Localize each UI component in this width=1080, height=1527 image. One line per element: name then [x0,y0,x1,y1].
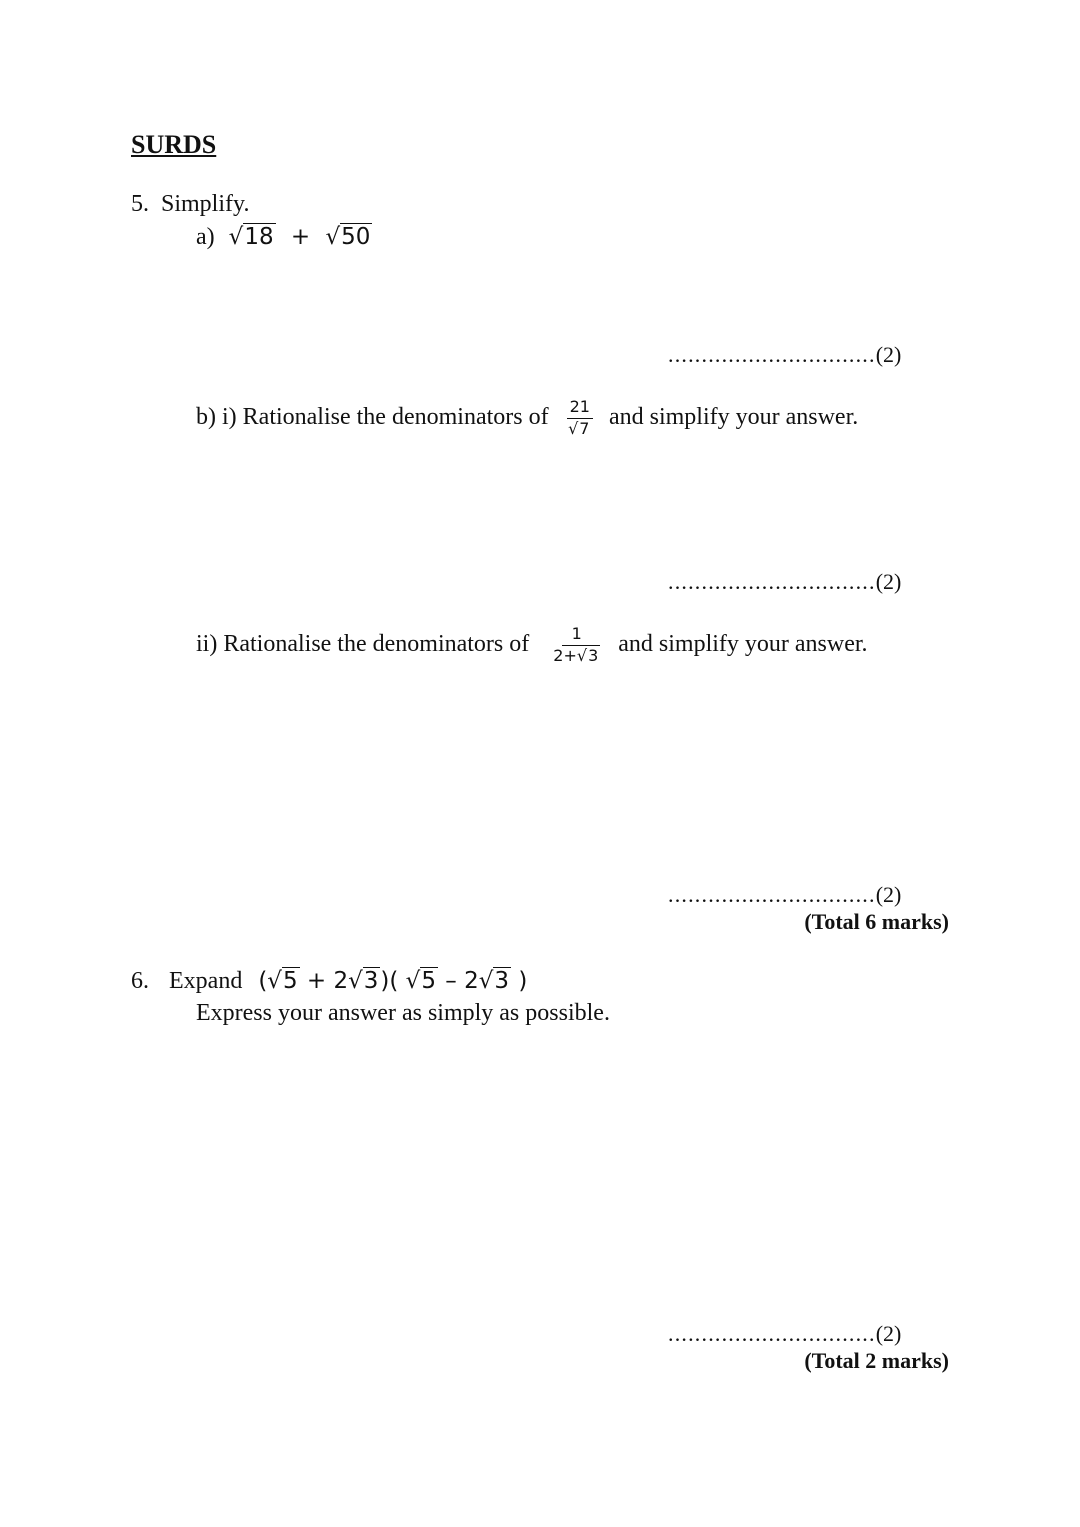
question-text: b) i) Rationalise the denominators of [196,404,549,431]
question-number: 5. [131,191,149,217]
denominator: √7 [568,418,590,438]
question-text-suffix: and simplify your answer. [618,631,868,658]
numerator: 21 [567,398,593,419]
total-marks: (Total 2 marks) [804,1348,949,1373]
question-number: 6. [131,968,149,994]
fraction [567,398,593,437]
mark-allocation: (2) [875,1321,902,1346]
question-text-suffix: and simplify your answer. [608,404,859,431]
part-label: a) [196,224,215,250]
total-marks: (Total 6 marks) [804,909,949,934]
question-5b-ii [196,625,868,664]
surd: √50 [325,224,371,250]
question-6 [131,968,527,995]
surd-expression: √18 + √50 [228,224,371,250]
question-6-instruction: Express your answer as simply as possible. [196,1000,610,1026]
question-5-prompt [131,191,249,218]
numerator: 1 [562,625,592,646]
fraction [553,625,600,664]
denominator: 2+√3 [553,645,599,665]
expand-expression: (√5 + 2√3)( √5 – 2√3 ) [258,968,528,994]
mark-allocation: (2) [875,569,902,594]
answer-line-5a[interactable]: ...............................(2) [668,342,902,367]
answer-line-5b-i[interactable]: ...............................(2) [668,569,902,594]
question-5b-i [196,398,858,437]
question-5a [196,224,372,251]
mark-allocation: (2) [875,342,902,367]
question-text: Expand [169,968,243,994]
mark-allocation: (2) [875,882,902,907]
page-title: SURDS [131,130,217,159]
question-text: Simplify. [161,191,250,217]
answer-line-6[interactable]: ...............................(2) [668,1321,902,1346]
surd: √18 [228,224,274,250]
question-text: ii) Rationalise the denominators of [196,631,530,658]
answer-line-5b-ii[interactable]: ...............................(2) [668,882,902,907]
